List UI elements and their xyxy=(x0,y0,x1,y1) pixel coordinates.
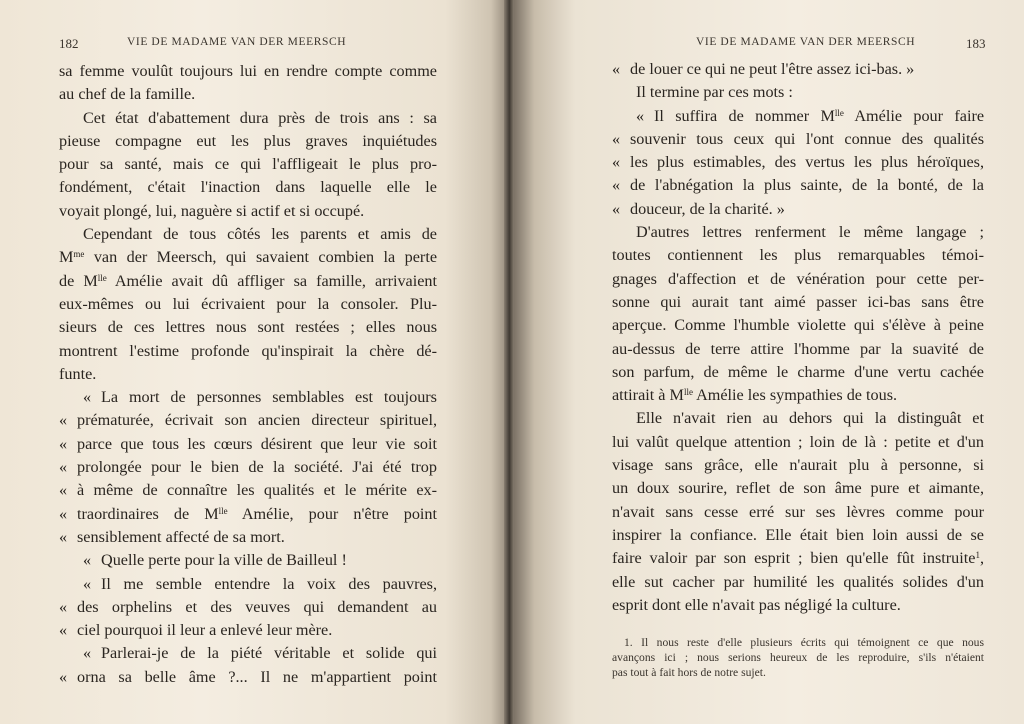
abbrev-mlle: $M^{lle}$ xyxy=(83,271,107,290)
text-line: au-dessus de terre attire l'homme par la suavité de xyxy=(612,339,984,358)
text-line: pieuse compagne eut les plus graves inquiétudes xyxy=(59,131,437,150)
text-line: « des orphelins et des veuves qui demandent au xyxy=(59,597,437,616)
text-line: « de louer ce qui ne peut l'être assez ici-bas. » xyxy=(612,60,915,78)
text-line: $M^{me}$ van der Meersch, qui savaient combien la perte xyxy=(59,248,437,267)
text-line: « à même de connaître les qualités et le mérite ex- xyxy=(59,481,437,500)
text-line: « parce que tous les cœurs désirent que leur vie soit xyxy=(59,434,437,453)
text-line: « prématurée, écrivait son ancien directeur spirituel, xyxy=(59,411,437,430)
abbrev-mlle: $M^{lle}$ xyxy=(204,504,228,523)
text-line: sonne qui aurait tant aimé passer ici-bas sans être xyxy=(612,292,984,311)
text-line: fondément, c'était l'inaction dans laquelle elle le xyxy=(59,178,437,197)
text-line: toutes contiennent les plus remarquables témoi- xyxy=(612,246,984,265)
text-line: « Quelle perte pour la ville de Bailleul ! xyxy=(83,551,347,570)
left-page xyxy=(0,0,506,724)
text-line: eux-mêmes ou lui écrivaient pour la consoler. Plu- xyxy=(59,294,437,313)
text-line: montrent l'estime profonde qu'inspirait la chère dé- xyxy=(59,341,437,360)
footnote xyxy=(612,636,984,680)
text-line: « souvenir tous ceux qui l'ont connue des qualités xyxy=(612,129,984,148)
text-line: Cet état d'abattement dura près de trois ans : sa xyxy=(83,108,437,127)
text-line: « traordinaires de $M^{lle}$ Amélie, pour n'être point xyxy=(59,504,438,523)
text-line: de $M^{lle}$ Amélie avait dû affliger sa famille, arrivaient xyxy=(59,271,438,290)
text-line: « de l'abnégation la plus sainte, de la bonté, de la xyxy=(612,176,984,195)
text-line: « La mort de personnes semblables est toujours xyxy=(83,388,437,407)
text-line: lui valût quelque attention ; loin de là : petite et d'un xyxy=(612,432,984,451)
text-line: « Parlerai-je de la piété véritable et solide qui xyxy=(83,644,437,663)
text-line: visage sans grâce, elle n'aurait plu à personne, si xyxy=(612,456,984,475)
text-line: sieurs de ces lettres nous sont restées ; elles nous xyxy=(59,318,437,337)
right-page-text xyxy=(612,58,984,617)
text-line: son parfum, de même le charme d'une vertu cachée xyxy=(612,362,984,381)
text-line: « les plus estimables, des vertus les plus héroïques, xyxy=(612,153,984,172)
text-line: elle sut cacher par humilité les qualités solides d'un xyxy=(612,572,984,591)
text-line: n'avait sans cesse erré sur ses lèvres comme pour xyxy=(612,502,984,521)
text-line: aperçue. Comme l'humble violette qui s'élève à peine xyxy=(612,316,984,335)
text-line: « orna sa belle âme ?... Il ne m'appartient point xyxy=(59,667,437,686)
page-number-right: 183 xyxy=(966,36,986,51)
text-line: gnages d'affection et de vénération pour cette per- xyxy=(612,269,984,288)
abbrev-mlle: $M^{lle}$ xyxy=(669,386,693,405)
text-line: un doux sourire, reflet de son âme pure et aimante, xyxy=(612,479,984,498)
footnote-line: avançons ici ; nous serions heureux de les reproduire, s'ils n'étaient xyxy=(612,650,984,664)
text-line: Elle n'avait rien au dehors qui la distinguât et xyxy=(636,409,984,428)
running-head-right: VIE DE MADAME VAN DER MEERSCH xyxy=(696,36,916,48)
text-line: Cependant de tous côtés les parents et amis de xyxy=(83,225,437,244)
text-line: D'autres lettres renferment le même langage ; xyxy=(636,223,984,242)
text-line: Il termine par ces mots : xyxy=(636,83,793,102)
text-line: esprit dont elle n'avait pas négligé la culture. xyxy=(612,595,901,614)
left-page-text xyxy=(59,60,437,689)
text-line: « Il suffira de nommer $M^{lle}$ Amélie pour faire xyxy=(636,106,985,125)
abbrev-mlle: $M^{lle}$ xyxy=(820,106,844,125)
text-line: faire valoir par son esprit ; bien qu'elle fût instruite$^1$, xyxy=(612,549,984,568)
text-line: « Il me semble entendre la voix des pauvres, xyxy=(83,574,437,593)
text-line: inspirer la confiance. Elle était bien loin aussi de se xyxy=(612,525,984,544)
abbrev-mme: $M^{me}$ xyxy=(59,248,85,267)
footnote-marker: 1 xyxy=(975,550,980,561)
page-number-left: 182 xyxy=(59,36,79,51)
right-page xyxy=(514,0,1024,724)
text-line: sa femme voulût toujours lui en rendre compte comme xyxy=(59,62,437,80)
footnote-line: 1. Il nous reste d'elle plusieurs écrits qui témoignent ce que nous xyxy=(624,636,984,649)
text-line: au chef de la famille. xyxy=(59,85,196,104)
running-head-left: VIE DE MADAME VAN DER MEERSCH xyxy=(127,36,347,48)
text-line: attirait à $M^{lle}$ Amélie les sympathies de tous. xyxy=(612,386,898,405)
text-line: « ciel pourquoi il leur a enlevé leur mère. xyxy=(59,621,333,640)
text-line: voyait plongé, lui, naguère si actif et si occupé. xyxy=(59,201,365,220)
text-line: « prolongée pour le bien de la société. J'ai été trop xyxy=(59,458,437,477)
footnote-line: pas tout à fait hors de notre sujet. xyxy=(612,665,766,679)
text-line: « sensiblement affecté de sa mort. xyxy=(59,527,285,546)
text-line: funte. xyxy=(59,364,97,383)
text-line: « douceur, de la charité. » xyxy=(612,199,785,218)
text-line: pour sa santé, mais ce qui l'affligeait le plus pro- xyxy=(59,155,437,174)
